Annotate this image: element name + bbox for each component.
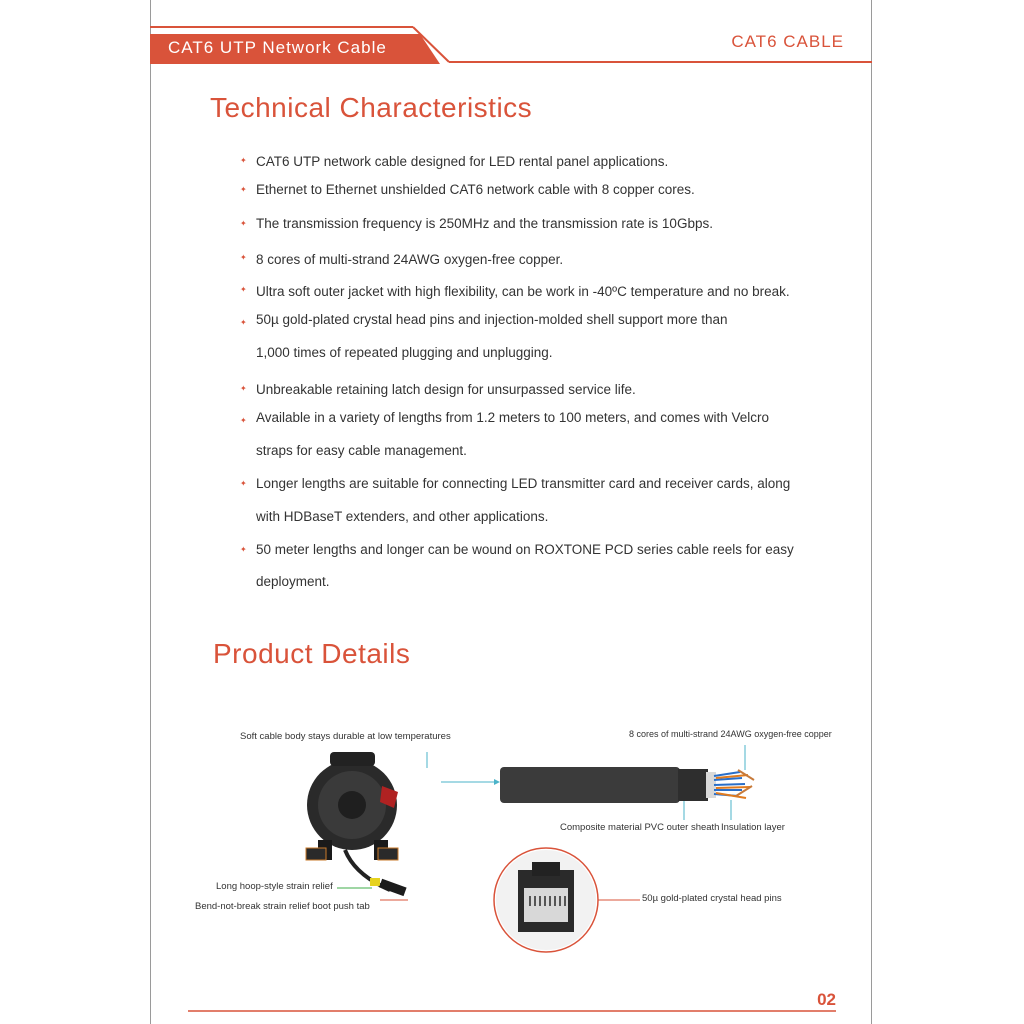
bullet-text: 8 cores of multi-strand 24AWG oxygen-free copper. bbox=[256, 252, 564, 267]
bullet-icon: ✦ bbox=[240, 318, 247, 327]
bullet-text-continued: with HDBaseT extenders, and other applications. bbox=[256, 509, 549, 524]
bullet-text: Longer lengths are suitable for connecting LED transmitter card and receiver cards, along bbox=[256, 476, 791, 491]
header-banner bbox=[0, 0, 1024, 80]
bullet-text: CAT6 UTP network cable designed for LED rental panel applications. bbox=[256, 154, 669, 169]
bullet-text: Ethernet to Ethernet unshielded CAT6 network cable with 8 copper cores. bbox=[256, 182, 695, 197]
header-right-label: CAT6 CABLE bbox=[731, 32, 844, 51]
bullet-icon: ✦ bbox=[240, 219, 247, 228]
bullet-icon: ✦ bbox=[240, 185, 247, 194]
label-soft-body: Soft cable body stays durable at low temperatures bbox=[240, 731, 451, 742]
arrow-icon bbox=[494, 779, 500, 785]
page-number: 02 bbox=[817, 990, 836, 1009]
bullet-text-continued: 1,000 times of repeated plugging and unplugging. bbox=[256, 345, 553, 360]
label-pins: 50µ gold-plated crystal head pins bbox=[642, 893, 782, 904]
bullet-icon: ✦ bbox=[240, 253, 247, 262]
technical-characteristics-title: Technical Characteristics bbox=[210, 92, 533, 123]
bullet-icon: ✦ bbox=[240, 384, 247, 393]
rj45-connector-illustration bbox=[494, 848, 598, 952]
cable-reel-illustration bbox=[306, 752, 407, 896]
bullet-text-continued: deployment. bbox=[256, 574, 330, 589]
bullet-text: Available in a variety of lengths from 1.2 meters to 100 meters, and comes with Velcro bbox=[256, 410, 769, 425]
label-pvc-sheath: Composite material PVC outer sheath bbox=[560, 822, 720, 833]
bullet-text: Ultra soft outer jacket with high flexibility, can be work in -40ºC temperature and no break. bbox=[256, 284, 790, 299]
bullet-icon: ✦ bbox=[240, 416, 247, 425]
bullet-text: 50 meter lengths and longer can be wound on ROXTONE PCD series cable reels for easy bbox=[256, 542, 794, 557]
label-insulation: Insulation layer bbox=[721, 822, 785, 833]
header-title: CAT6 UTP Network Cable bbox=[168, 38, 387, 57]
bullet-icon: ✦ bbox=[240, 156, 247, 165]
product-diagram bbox=[0, 700, 1024, 1000]
bullet-icon: ✦ bbox=[240, 285, 247, 294]
bullet-icon: ✦ bbox=[240, 479, 247, 488]
bullet-icon: ✦ bbox=[240, 545, 247, 554]
product-details-title: Product Details bbox=[213, 638, 411, 669]
bullet-text-continued: straps for easy cable management. bbox=[256, 443, 467, 458]
bullet-text: The transmission frequency is 250MHz and the transmission rate is 10Gbps. bbox=[256, 216, 713, 231]
cable-cross-section-illustration bbox=[500, 767, 754, 803]
label-cores: 8 cores of multi-strand 24AWG oxygen-free copper bbox=[629, 729, 832, 739]
bullet-text: Unbreakable retaining latch design for unsurpassed service life. bbox=[256, 382, 636, 397]
label-strain-relief: Long hoop-style strain relief bbox=[216, 881, 333, 892]
label-boot: Bend-not-break strain relief boot push tab bbox=[195, 901, 370, 912]
footer-rule bbox=[0, 1008, 1024, 1014]
bullet-text: 50µ gold-plated crystal head pins and injection-molded shell support more than bbox=[256, 312, 728, 327]
